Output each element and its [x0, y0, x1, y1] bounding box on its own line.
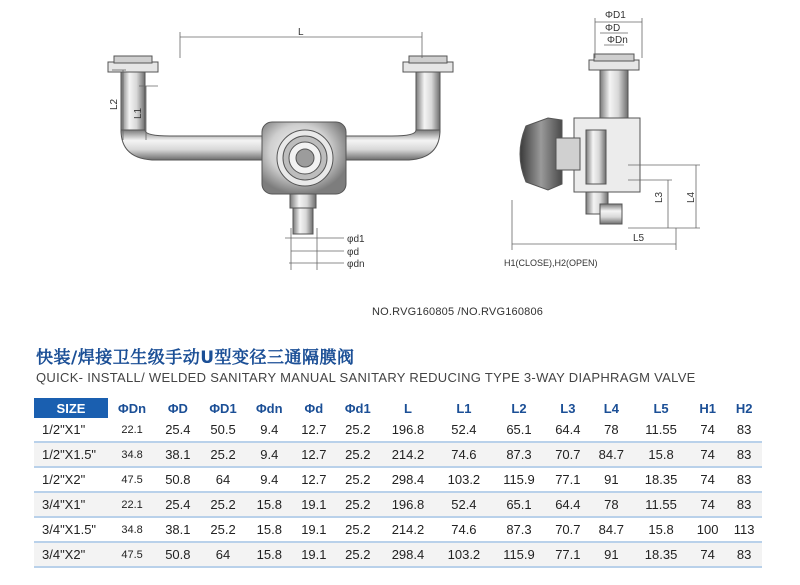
table-cell: 70.7 [546, 442, 589, 467]
header-H1: H1 [689, 398, 726, 418]
table-cell: 47.5 [108, 467, 156, 492]
table-cell: 70.7 [546, 517, 589, 542]
cell-size: 1/2"X1.5" [34, 442, 108, 467]
table-cell: 84.7 [590, 442, 633, 467]
table-cell: 15.8 [633, 442, 689, 467]
side-view [520, 54, 640, 224]
table-cell: 19.1 [292, 542, 335, 567]
table-row [34, 418, 762, 442]
table-cell: 298.4 [380, 467, 436, 492]
table-cell: 91 [590, 467, 633, 492]
table-cell: 9.4 [246, 467, 292, 492]
table-cell: 34.8 [108, 517, 156, 542]
table-cell: 84.7 [590, 517, 633, 542]
table-cell: 78 [590, 418, 633, 442]
header-phi-dn: Φdn [246, 398, 292, 418]
dim-label-L5: L5 [633, 233, 645, 244]
table-row [34, 542, 762, 567]
table-cell: 25.2 [200, 517, 247, 542]
table-cell: 38.1 [156, 517, 199, 542]
table-cell: 25.2 [336, 492, 380, 517]
table-cell: 77.1 [546, 467, 589, 492]
table-cell: 50.5 [200, 418, 247, 442]
header-size: SIZE [34, 398, 108, 418]
table-cell: 15.8 [246, 542, 292, 567]
table-row [34, 467, 762, 492]
table-row [34, 517, 762, 542]
table-cell: 83 [726, 467, 762, 492]
table-cell: 298.4 [380, 542, 436, 567]
table-cell: 64.4 [546, 492, 589, 517]
table-cell: 196.8 [380, 492, 436, 517]
spec-table [34, 398, 762, 568]
dim-label-L4: L4 [686, 191, 697, 203]
table-cell: 25.2 [200, 442, 247, 467]
table-cell: 25.4 [156, 492, 199, 517]
dim-label-phiDn: ΦDn [607, 35, 628, 46]
dim-label-phi-dn: φdn [347, 259, 365, 270]
table-cell: 52.4 [436, 418, 492, 442]
table-cell: 83 [726, 442, 762, 467]
table-cell: 11.55 [633, 418, 689, 442]
h-note: H1(CLOSE),H2(OPEN) [504, 258, 598, 268]
table-cell: 78 [590, 492, 633, 517]
table-cell: 196.8 [380, 418, 436, 442]
header-L4: L4 [590, 398, 633, 418]
cell-size: 3/4"X1" [34, 492, 108, 517]
table-cell: 83 [726, 418, 762, 442]
table-cell: 74 [689, 492, 726, 517]
table-cell: 64 [200, 542, 247, 567]
table-cell: 87.3 [492, 442, 546, 467]
table-cell: 25.2 [336, 418, 380, 442]
dim-label-phi-d: φd [347, 247, 360, 258]
table-cell: 9.4 [246, 418, 292, 442]
table-row [34, 442, 762, 467]
table-cell: 115.9 [492, 542, 546, 567]
table-cell: 91 [590, 542, 633, 567]
table-cell: 25.2 [336, 442, 380, 467]
header-L3: L3 [546, 398, 589, 418]
table-cell: 83 [726, 542, 762, 567]
table-cell: 74 [689, 467, 726, 492]
table-cell: 11.55 [633, 492, 689, 517]
table-cell: 22.1 [108, 492, 156, 517]
table-cell: 77.1 [546, 542, 589, 567]
table-cell: 74 [689, 418, 726, 442]
header-phi-Dn: ΦDn [108, 398, 156, 418]
table-cell: 74 [689, 542, 726, 567]
dim-label-L: L [298, 27, 304, 38]
table-cell: 83 [726, 492, 762, 517]
table-cell: 12.7 [292, 442, 335, 467]
table-cell: 38.1 [156, 442, 199, 467]
table-cell: 25.4 [156, 418, 199, 442]
table-cell: 19.1 [292, 517, 335, 542]
part-numbers: NO.RVG160805 /NO.RVG160806 [372, 306, 544, 318]
cell-size: 3/4"X2" [34, 542, 108, 567]
title-chinese: 快装/焊接卫生级手动U型变径三通隔膜阀 [36, 348, 355, 368]
table-cell: 18.35 [633, 467, 689, 492]
table-cell: 25.2 [336, 517, 380, 542]
table-cell: 103.2 [436, 542, 492, 567]
cell-size: 1/2"X1" [34, 418, 108, 442]
header-phi-D: ΦD [156, 398, 199, 418]
table-cell: 113 [726, 517, 762, 542]
table-cell: 25.2 [336, 467, 380, 492]
dim-label-L3: L3 [654, 191, 665, 203]
table-cell: 64 [200, 467, 247, 492]
table-cell: 12.7 [292, 467, 335, 492]
table-cell: 18.35 [633, 542, 689, 567]
spec-table-header [34, 398, 762, 418]
table-cell: 64.4 [546, 418, 589, 442]
table-cell: 22.1 [108, 418, 156, 442]
table-cell: 115.9 [492, 467, 546, 492]
header-phi-D1: ΦD1 [200, 398, 247, 418]
dim-label-L1: L1 [133, 107, 144, 119]
table-cell: 25.2 [200, 492, 247, 517]
dim-label-phi-d1: φd1 [347, 234, 365, 245]
table-cell: 12.7 [292, 418, 335, 442]
table-cell: 65.1 [492, 418, 546, 442]
dim-label-L2: L2 [109, 98, 120, 110]
table-cell: 50.8 [156, 467, 199, 492]
header-L1: L1 [436, 398, 492, 418]
dim-label-phiD: ΦD [605, 23, 621, 34]
table-cell: 103.2 [436, 467, 492, 492]
table-cell: 87.3 [492, 517, 546, 542]
table-cell: 15.8 [633, 517, 689, 542]
front-view [108, 56, 453, 234]
table-cell: 52.4 [436, 492, 492, 517]
header-phi-d1: Φd1 [336, 398, 380, 418]
table-cell: 9.4 [246, 442, 292, 467]
table-cell: 214.2 [380, 442, 436, 467]
header-phi-d: Φd [292, 398, 335, 418]
table-cell: 47.5 [108, 542, 156, 567]
header-H2: H2 [726, 398, 762, 418]
table-cell: 74.6 [436, 517, 492, 542]
table-cell: 100 [689, 517, 726, 542]
cell-size: 1/2"X2" [34, 467, 108, 492]
cell-size: 3/4"X1.5" [34, 517, 108, 542]
title-english: QUICK- INSTALL/ WELDED SANITARY MANUAL SANITARY REDUCING TYPE 3-WAY DIAPHRAGM VALVE [36, 370, 696, 385]
table-cell: 25.2 [336, 542, 380, 567]
header-L2: L2 [492, 398, 546, 418]
table-cell: 15.8 [246, 517, 292, 542]
header-L: L [380, 398, 436, 418]
table-cell: 34.8 [108, 442, 156, 467]
dim-label-phiD1: ΦD1 [605, 10, 626, 21]
table-cell: 74 [689, 442, 726, 467]
table-cell: 214.2 [380, 517, 436, 542]
table-row [34, 492, 762, 517]
table-cell: 65.1 [492, 492, 546, 517]
header-L5: L5 [633, 398, 689, 418]
table-cell: 15.8 [246, 492, 292, 517]
table-cell: 19.1 [292, 492, 335, 517]
table-cell: 74.6 [436, 442, 492, 467]
table-cell: 50.8 [156, 542, 199, 567]
